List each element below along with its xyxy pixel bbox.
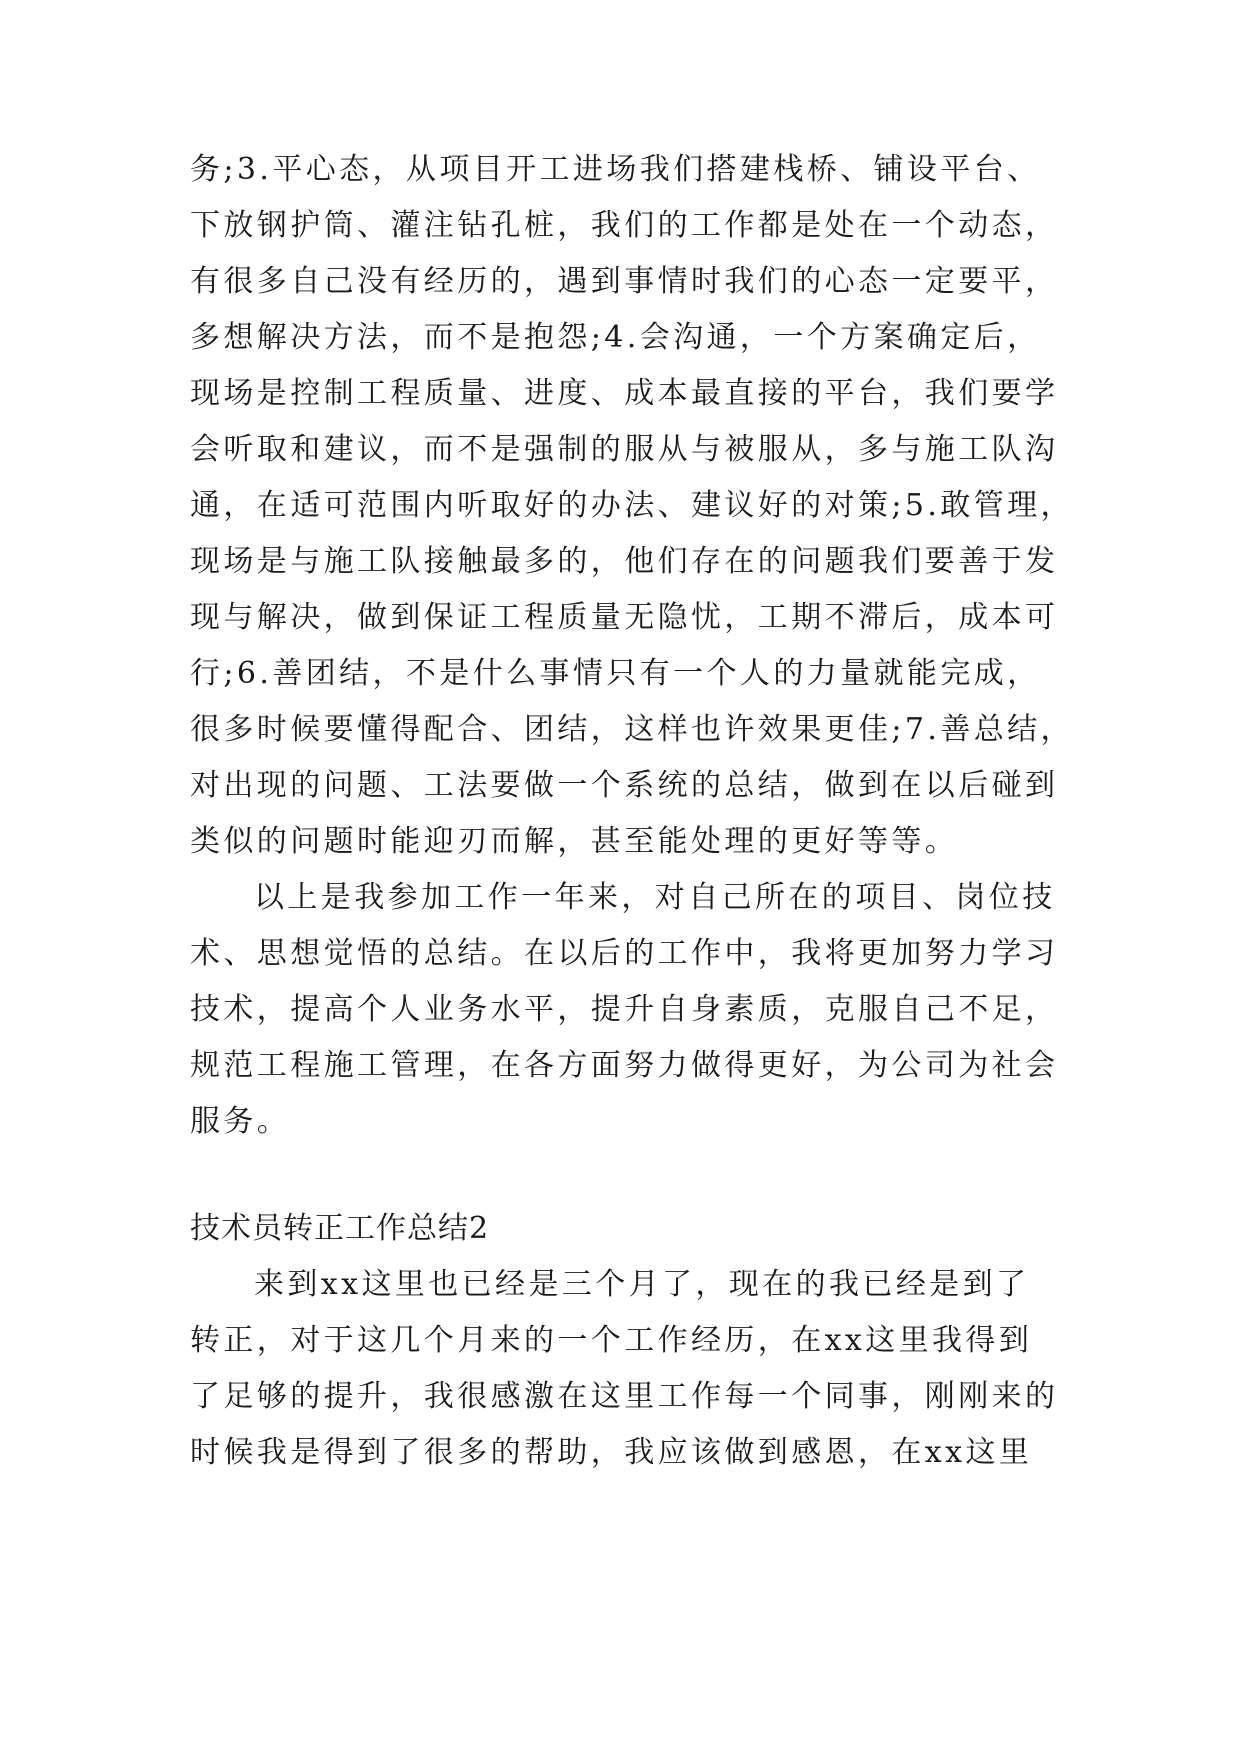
body-text-line: 会听取和建议，而不是强制的服从与被服从，多与施工队沟 (190, 432, 1059, 467)
body-text-line: 有很多自己没有经历的，遇到事情时我们的心态一定要平， (190, 264, 1059, 299)
body-text-line: 时候我是得到了很多的帮助，我应该做到感恩，在xx这里 (190, 1435, 1033, 1470)
body-text-line: 了足够的提升，我很感激在这里工作每一个同事，刚刚来的 (190, 1379, 1059, 1414)
body-text-line: 以上是我参加工作一年来，对自己所在的项目、岗位技 (254, 880, 1056, 915)
body-text-line: 转正，对于这几个月来的一个工作经历，在xx这里我得到 (190, 1323, 1033, 1358)
body-text-line: 现场是与施工队接触最多的，他们存在的问题我们要善于发 (190, 544, 1059, 579)
body-text-line: 行;6.善团结，不是什么事情只有一个人的力量就能完成， (190, 656, 1041, 691)
body-text-line: 下放钢护筒、灌注钻孔桩，我们的工作都是处在一个动态， (190, 208, 1059, 243)
body-text-line: 很多时候要懂得配合、团结，这样也许效果更佳;7.善总结， (190, 712, 1074, 747)
body-text-line: 现场是控制工程质量、进度、成本最直接的平台，我们要学 (190, 376, 1059, 411)
body-text-line: 技术，提高个人业务水平，提升自身素质，克服自己不足， (190, 992, 1059, 1027)
body-text-line: 来到xx这里也已经是三个月了，现在的我已经是到了 (254, 1267, 1030, 1302)
body-text-line: 多想解决方法，而不是抱怨;4.会沟通，一个方案确定后， (190, 320, 1041, 355)
body-text-line: 现与解决，做到保证工程质量无隐忧，工期不滞后，成本可 (190, 600, 1059, 635)
body-text-line: 术、思想觉悟的总结。在以后的工作中，我将更加努力学习 (190, 936, 1059, 971)
body-text-line: 服务。 (190, 1104, 291, 1139)
body-text-line: 规范工程施工管理，在各方面努力做得更好，为公司为社会 (190, 1048, 1059, 1083)
body-text-line: 通，在适可范围内听取好的办法、建议好的对策;5.敢管理， (190, 488, 1074, 523)
section-heading: 技术员转正工作总结2 (190, 1211, 490, 1246)
body-text-line: 类似的问题时能迎刃而解，甚至能处理的更好等等。 (190, 824, 959, 859)
body-text-line: 对出现的问题、工法要做一个系统的总结，做到在以后碰到 (190, 768, 1059, 803)
body-text-line: 务;3.平心态，从项目开工进场我们搭建栈桥、铺设平台、 (190, 152, 1041, 187)
